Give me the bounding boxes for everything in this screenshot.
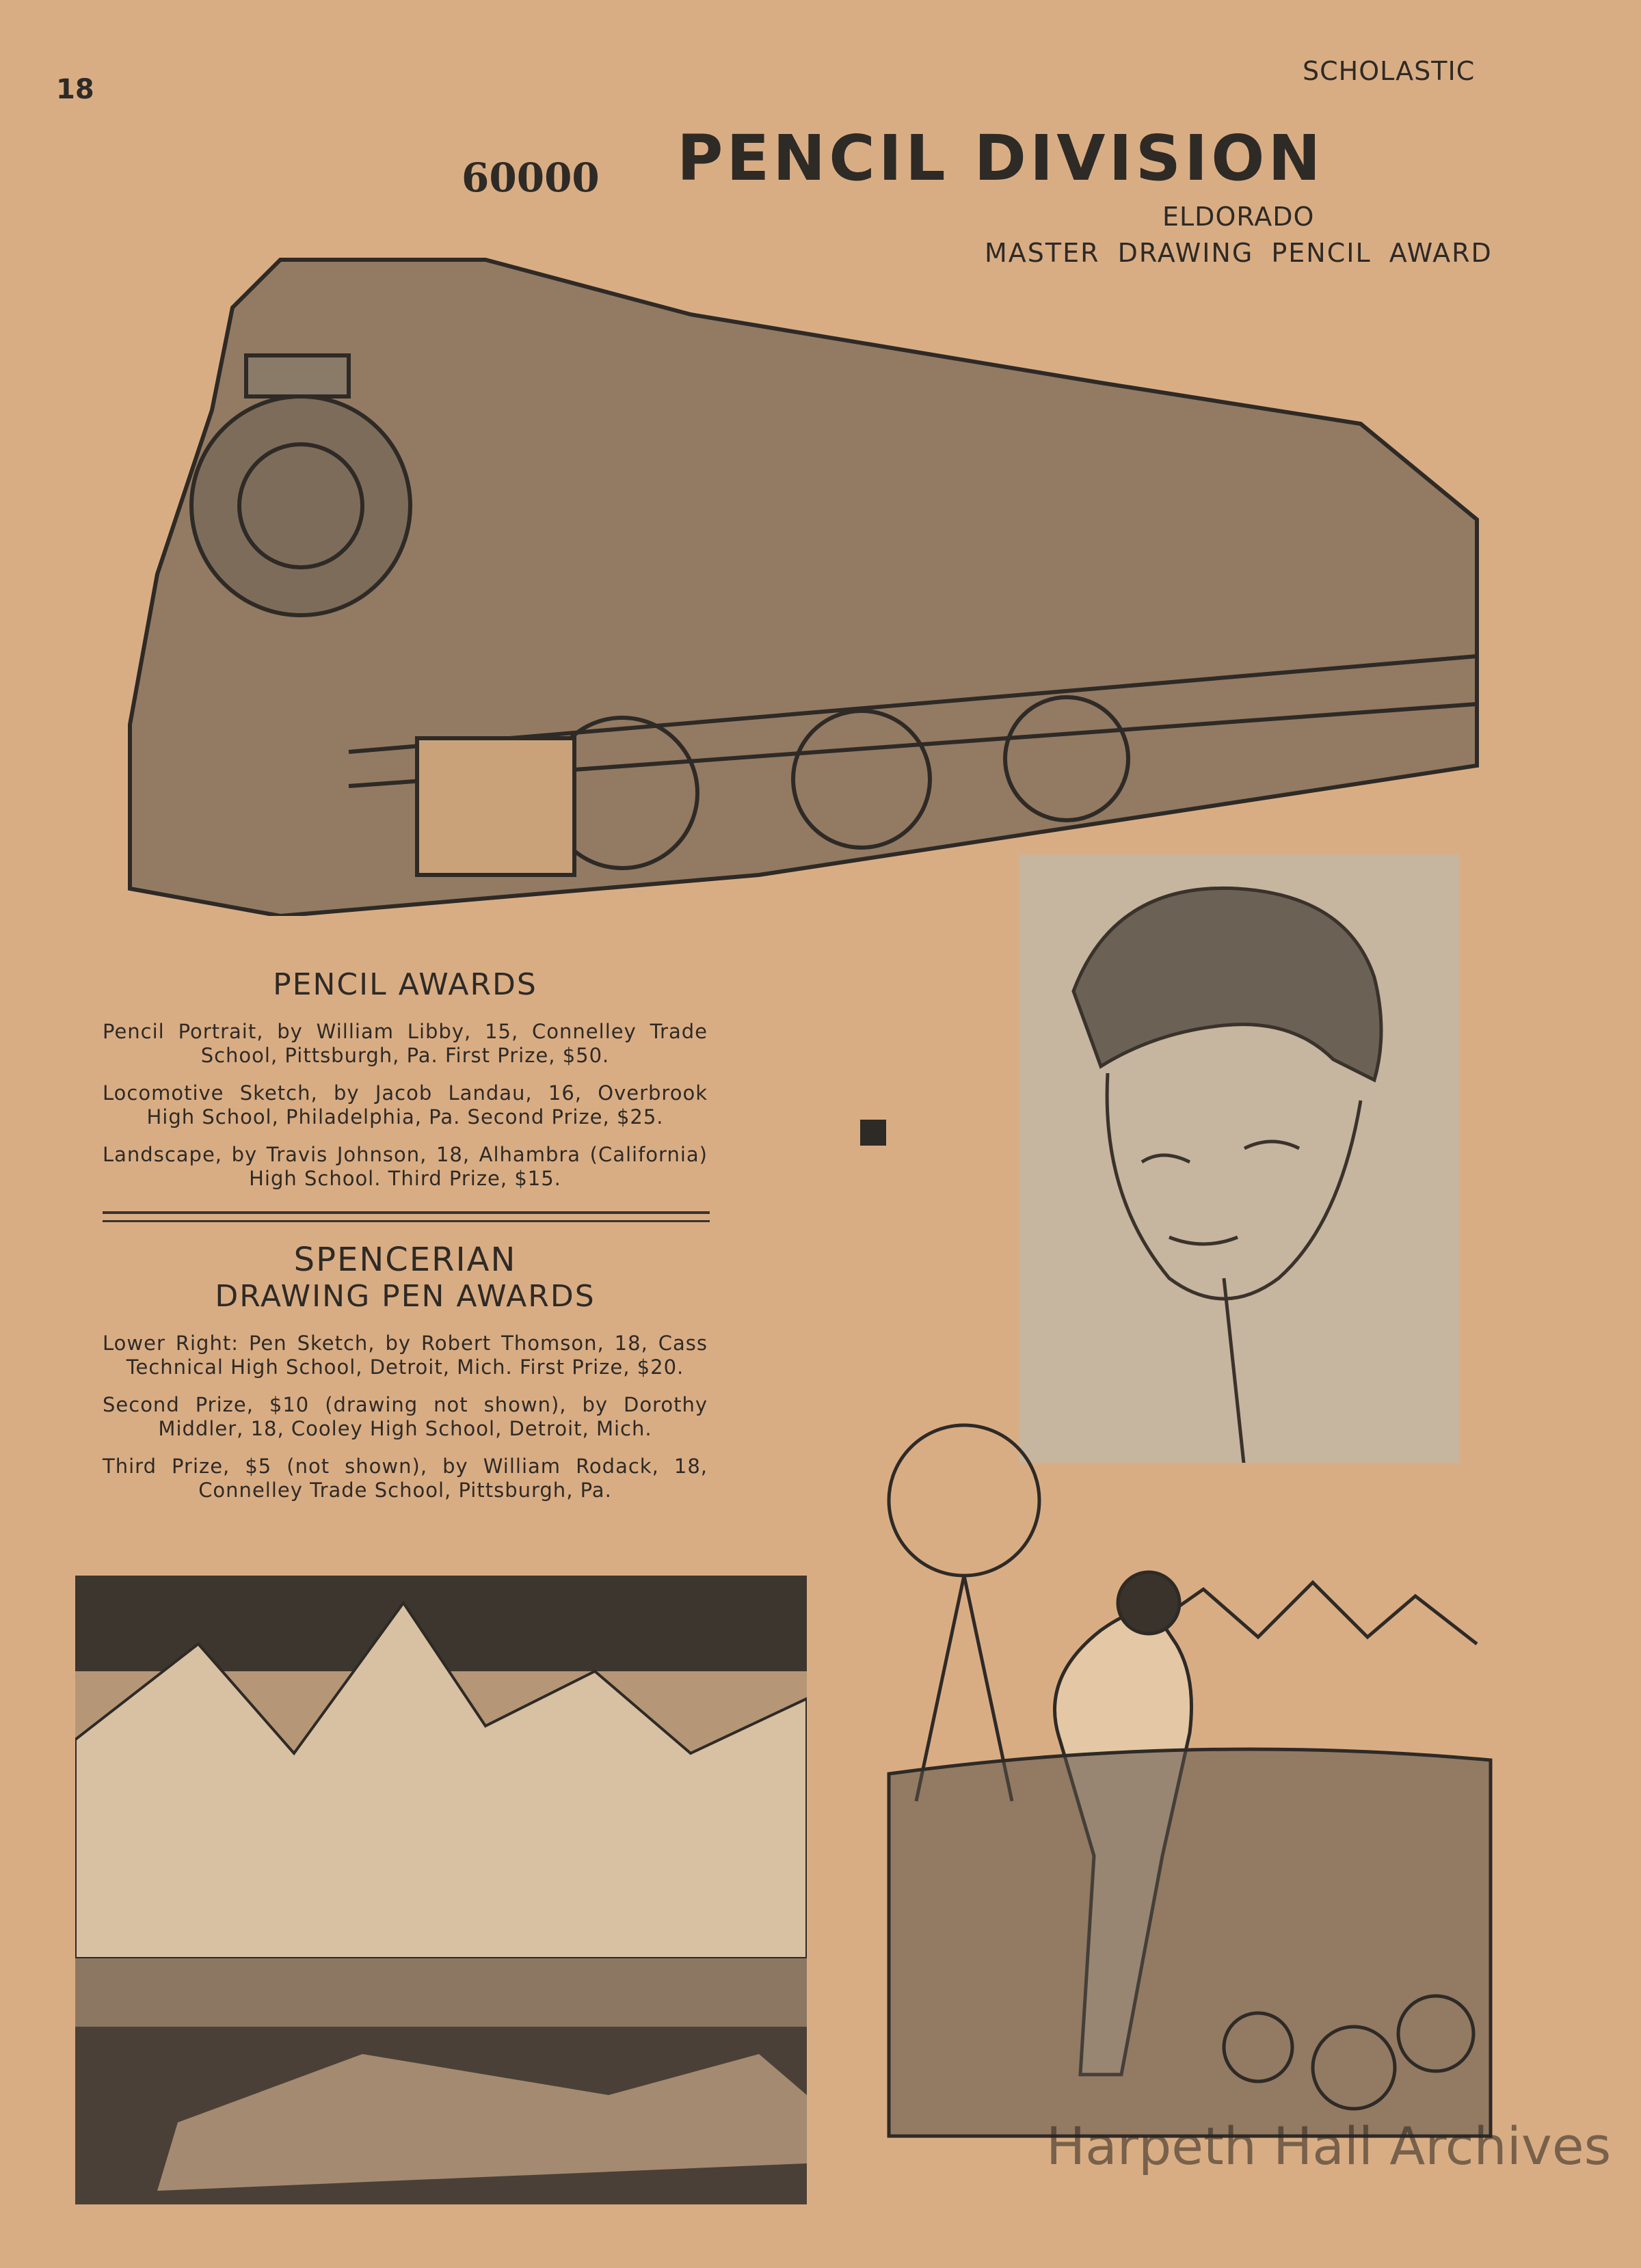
pencil-awards-section <box>103 967 708 1191</box>
locomotive-drawing <box>75 137 1484 916</box>
sponsor-name: ELDORADO <box>1162 202 1315 232</box>
bullet-square <box>860 1120 886 1146</box>
fair-crowd-pen-sketch <box>875 1418 1504 2191</box>
pen-award-entry-3: Third Prize, $5 (not shown), by William Rodack, 18, Connelley Trade School, Pittsburgh, Pa. <box>103 1455 708 1502</box>
locomotive-number-plate: 60000 <box>462 154 600 201</box>
pencil-portrait-drawing <box>1019 854 1460 1463</box>
landscape-drawing <box>75 1576 807 2204</box>
archive-watermark: Harpeth Hall Archives <box>1046 2116 1612 2176</box>
pen-award-entry-1: Lower Right: Pen Sketch, by Robert Thomson, 18, Cass Technical High School, Detroit, Mich. First Prize, $20. <box>103 1332 708 1379</box>
pencil-award-entry-2: Locomotive Sketch, by Jacob Landau, 16, Overbrook High School, Philadelphia, Pa. Second Prize, $25. <box>103 1081 708 1129</box>
pencil-award-entry-3: Landscape, by Travis Johnson, 18, Alhambra (California) High School. Third Prize, $15. <box>103 1143 708 1190</box>
page-title: PENCIL DIVISION <box>677 122 1324 195</box>
award-name: MASTER DRAWING PENCIL AWARD <box>985 238 1493 268</box>
spencerian-awards-section <box>103 1241 708 1502</box>
locomotive-sketch <box>75 137 1484 916</box>
pencil-award-entry-1: Pencil Portrait, by William Libby, 15, Connelley Trade School, Pittsburgh, Pa. First Prize, $50. <box>103 1020 708 1067</box>
pen-award-entry-2: Second Prize, $10 (drawing not shown), by Dorothy Middler, 18, Cooley High School, Detroit, Mich. <box>103 1393 708 1440</box>
spencerian-heading: SPENCERIAN <box>293 1241 517 1279</box>
divider-rule-bottom <box>103 1220 710 1222</box>
page-number: 18 <box>56 74 94 105</box>
divider-rule-top <box>103 1211 710 1214</box>
pencil-awards-heading: PENCIL AWARDS <box>273 967 537 1002</box>
pen-awards-heading: DRAWING PEN AWARDS <box>215 1279 596 1314</box>
running-head: SCHOLASTIC <box>1303 56 1476 86</box>
